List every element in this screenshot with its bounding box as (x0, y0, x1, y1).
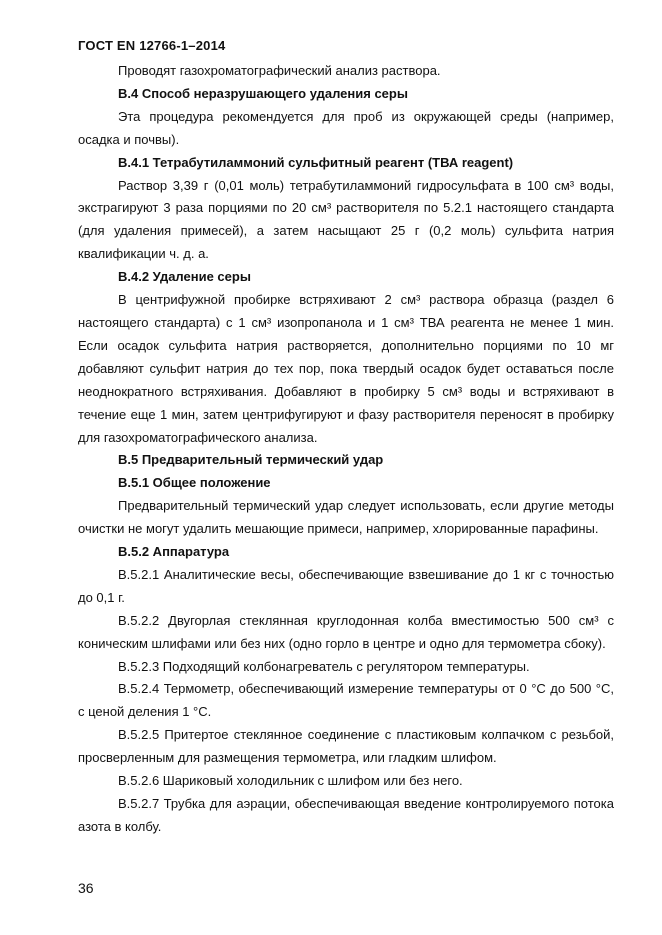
heading-b5-2: В.5.2 Аппаратура (118, 544, 230, 560)
heading-b5: В.5 Предварительный термический удар (118, 452, 384, 468)
heading-b4: В.4 Способ неразрушающего удаления серы (118, 85, 408, 101)
heading-b4-2: В.4.2 Удаление серы (118, 269, 251, 285)
heading-b5-1: В.5.1 Общее положение (118, 475, 271, 491)
standard-header: ГОСТ EN 12766-1–2014 (78, 38, 226, 53)
paragraph-gc-analysis: Проводят газохроматографический анализ раствора. (118, 63, 441, 78)
paragraph-b4-1: Раствор 3,39 г (0,01 моль) тетрабутиламмоний гидросульфата в 100 см³ воды, экстрагируют 3 раза порциями по 20 см³ растворителя по 5.2.1 настоящего стандарта (для удаления примесей), а затем насыщают 25 г (0,2 моль) сульфита натрия квалификации ч. д. а. (78, 177, 614, 262)
item-b5-2-5: В.5.2.5 Притертое стеклянное соединение с пластиковым колпачком с резьбой, просверленным для размещения термометра, или гладким шлифом. (78, 727, 614, 766)
paragraph-b4-scope: Эта процедура рекомендуется для проб из окружающей среды (например, осадка и почвы). (78, 108, 614, 147)
item-b5-2-1: В.5.2.1 Аналитические весы, обеспечивающие взвешивание до 1 кг с точностью до 0,1 г. (78, 566, 614, 605)
item-b5-2-6: В.5.2.6 Шариковый холодильник с шлифом или без него. (118, 773, 463, 789)
paragraph-b5-1: Предварительный термический удар следует использовать, если другие методы очистки не могут удалить мешающие примеси, например, хлорированные парафины. (78, 498, 614, 537)
item-b5-2-7: В.5.2.7 Трубка для аэрации, обеспечивающая введение контролируемого потока азота в колбу. (78, 796, 614, 834)
item-b5-2-2: В.5.2.2 Двугорлая стеклянная круглодонная колба вместимостью 500 см³ с коническим шлифами или без них (одно горло в центре и одно для термометра сбоку). (78, 612, 614, 651)
page-body (78, 60, 614, 839)
page-number: 36 (78, 880, 94, 896)
paragraph-b4-2: В центрифужной пробирке встряхивают 2 см³ раствора образца (раздел 6 настоящего стандарта) с 1 см³ изопропанола и 1 см³ ТВА реагента не менее 1 мин. Если осадок сульфита натрия растворяется, дополнительно порциями по 10 мг добавляют сульфит натрия до тех пор, пока твердый осадок будет оставаться после неоднократного встряхивания. Добавляют в пробирку 5 см³ воды и встряхивают в течение еще 1 мин, затем центрифугируют и фазу растворителя переносят в пробирку для газохроматографического анализа. (78, 292, 614, 445)
item-b5-2-4: В.5.2.4 Термометр, обеспечивающий измерение температуры от 0 °C до 500 °C, с ценой деления 1 °C. (78, 681, 614, 720)
heading-b4-1: В.4.1 Тетрабутиламмоний сульфитный реагент (ТВА reagent) (118, 154, 514, 170)
item-b5-2-3: В.5.2.3 Подходящий колбонагреватель с регулятором температуры. (118, 658, 530, 674)
